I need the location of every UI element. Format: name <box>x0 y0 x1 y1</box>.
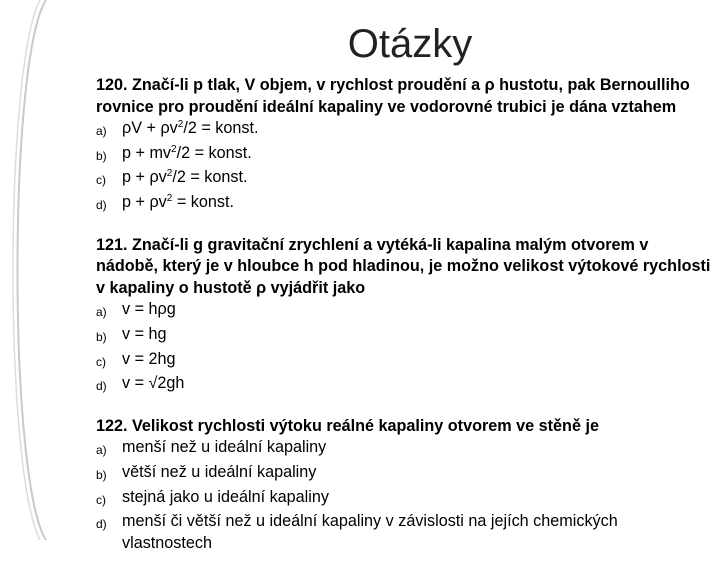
answer-option <box>96 462 712 487</box>
option-marker: c) <box>96 354 106 369</box>
answer-option <box>96 192 712 217</box>
option-marker: b) <box>96 467 107 482</box>
answer-option <box>96 118 712 143</box>
option-marker: d) <box>96 379 107 394</box>
option-text: větší než u ideální kapaliny <box>122 462 317 481</box>
option-text: menší či větší než u ideální kapaliny v závislosti na jejích chemických vlastnostech <box>122 512 618 552</box>
question-text: 122. Velikost rychlosti výtoku reálné kapaliny otvorem ve stěně je <box>96 416 599 435</box>
answer-option <box>96 324 712 349</box>
option-text: v = 2hg <box>122 349 176 368</box>
option-marker: d) <box>96 197 107 212</box>
option-text: v = hρg <box>122 300 176 319</box>
option-text: stejná jako u ideální kapaliny <box>122 487 329 506</box>
answer-option <box>96 349 712 374</box>
option-marker: c) <box>96 173 106 188</box>
option-marker: c) <box>96 492 106 507</box>
option-marker: d) <box>96 517 107 532</box>
option-text: $p + \rho v^2$ = konst. <box>122 192 234 211</box>
answer-option <box>96 487 712 512</box>
option-marker: a) <box>96 443 107 458</box>
slide-title: Otázky <box>347 22 473 66</box>
option-text: v = hg <box>122 324 167 343</box>
answer-option <box>96 167 712 192</box>
option-text: $p + \rho v^2/2$ = konst. <box>122 168 248 187</box>
answer-option <box>96 373 712 398</box>
answer-option <box>96 437 712 462</box>
option-text: $p + mv^2/2$ = konst. <box>122 143 252 162</box>
option-marker: b) <box>96 329 107 344</box>
question-text: 120. Značí-li p tlak, V objem, v rychlost proudění a ρ hustotu, pak Bernoulliho rovnice pro proudění ideální kapaliny ve vodorovné trubici je dána vztahem <box>96 76 690 116</box>
option-text: $\rho V + \rho v^2/2$ = konst. <box>122 119 259 138</box>
option-text: v = √2gh <box>122 374 185 393</box>
option-text: menší než u ideální kapaliny <box>122 438 327 457</box>
question-list <box>96 75 712 572</box>
question-120 <box>96 75 712 217</box>
option-marker: a) <box>96 305 107 320</box>
question-122 <box>96 416 712 555</box>
question-text: 121. Značí-li g gravitační zrychlení a vytéká-li kapalina malým otvorem v nádobě, který je v hloubce h pod hladinou, je možno velikost výtokové rychlosti v kapaliny o hustotě ρ vyjádřit jako <box>96 235 711 297</box>
question-121 <box>96 235 712 398</box>
decorative-ring-border <box>0 0 52 540</box>
option-marker: b) <box>96 148 107 163</box>
answer-option <box>96 511 712 554</box>
option-marker: a) <box>96 124 107 139</box>
answer-option <box>96 143 712 168</box>
answer-option <box>96 299 712 324</box>
